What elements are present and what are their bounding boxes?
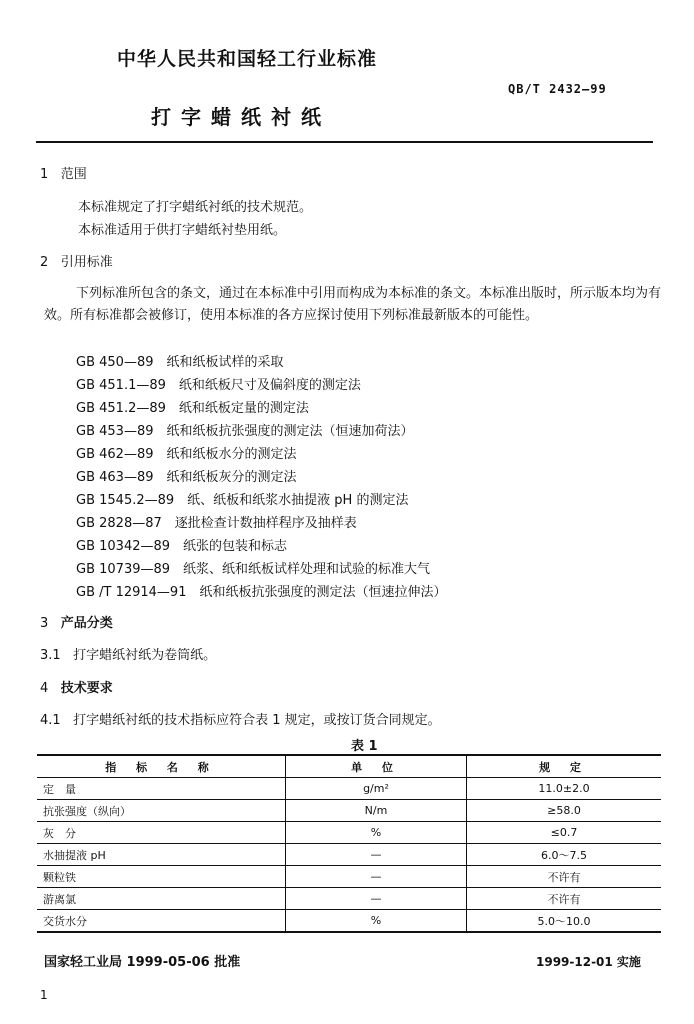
reference-item: GB 10739—89 纸浆、纸和纸板试样处理和试验的标准大气 [76, 562, 431, 577]
table-row [37, 800, 661, 822]
table-row [37, 866, 661, 888]
table-row [37, 910, 661, 933]
metric-spec: ≥58.0 [467, 800, 662, 822]
metric-name: 游离氯 [37, 888, 286, 910]
metric-name: 颗粒铁 [37, 866, 286, 888]
reference-item: GB 451.1—89 纸和纸板尺寸及偏斜度的测定法 [76, 378, 361, 393]
section-3-heading [40, 612, 113, 631]
table-row [37, 822, 661, 844]
metric-unit: % [286, 822, 467, 844]
reference-item: GB 450—89 纸和纸板试样的采取 [76, 355, 284, 370]
section-title: 产品分类 [60, 616, 113, 631]
reference-item: GB 10342—89 纸张的包装和标志 [76, 539, 288, 554]
reference-item: GB 453—89 纸和纸板抗张强度的测定法（恒速加荷法） [76, 424, 414, 439]
metric-spec: 6.0～7.5 [467, 844, 662, 866]
clause-number: 4.1 [40, 713, 61, 728]
reference-item: GB 451.2—89 纸和纸板定量的测定法 [76, 401, 309, 416]
reference-item: GB 1545.2—89 纸、纸板和纸浆水抽提液 pH 的测定法 [76, 493, 409, 508]
metric-spec: 不许有 [467, 888, 662, 910]
reference-item: GB 2828—87 逐批检查计数抽样程序及抽样表 [76, 516, 357, 531]
section-title: 引用标准 [60, 255, 113, 270]
section-number: 3 [40, 616, 49, 631]
section-title: 范围 [60, 167, 87, 182]
table-caption: 表 1 [351, 739, 378, 754]
header-cell: 指 标 名 称 [37, 755, 286, 778]
metric-unit: g/m² [286, 778, 467, 800]
approval-note: 国家轻工业局 1999-05-06 批准 [44, 955, 241, 970]
header-cell: 规 定 [467, 755, 662, 778]
section-4-heading [40, 677, 113, 696]
spec-table [37, 754, 661, 933]
reference-item: GB 463—89 纸和纸板灰分的测定法 [76, 470, 297, 485]
header-rule [36, 141, 653, 143]
standard-code: QB/T 2432—99 [508, 82, 607, 96]
effective-date: 1999-12-01 实施 [536, 955, 641, 969]
metric-unit: N/m [286, 800, 467, 822]
section-number: 2 [40, 255, 49, 270]
clause-text: 打字蜡纸衬纸的技术指标应符合表 1 规定，或按订货合同规定。 [73, 713, 441, 728]
metric-spec: 11.0±2.0 [467, 778, 662, 800]
section-number: 1 [40, 167, 49, 182]
clause-text: 打字蜡纸衬纸为卷筒纸。 [73, 648, 217, 663]
metric-spec: ≤0.7 [467, 822, 662, 844]
reference-item: GB /T 12914—91 纸和纸板抗张强度的测定法（恒速拉伸法） [76, 585, 447, 600]
table-row [37, 888, 661, 910]
metric-name: 定 量 [37, 778, 286, 800]
metric-unit: — [286, 866, 467, 888]
metric-unit: % [286, 910, 467, 933]
metric-unit: — [286, 888, 467, 910]
clause-4-1 [40, 709, 441, 728]
paragraph: 本标准适用于供打字蜡纸衬垫用纸。 [78, 223, 287, 238]
paragraph: 本标准规定了打字蜡纸衬纸的技术规范。 [78, 200, 313, 215]
metric-name: 水抽提液 pH [37, 844, 286, 866]
metric-spec: 5.0～10.0 [467, 910, 662, 933]
paragraph: 下列标准所包含的条文，通过在本标准中引用而构成为本标准的条文。本标准出版时，所示版本均为有效。所有标准都会被修订，使用本标准的各方应探讨使用下列标准最新版本的可能性。 [44, 286, 662, 323]
metric-name: 抗张强度（纵向） [37, 800, 286, 822]
section-2-heading [40, 251, 113, 270]
issuing-body: 中华人民共和国轻工行业标准 [117, 48, 378, 70]
table-header-row [37, 755, 661, 778]
metric-name: 灰 分 [37, 822, 286, 844]
metric-spec: 不许有 [467, 866, 662, 888]
reference-item: GB 462—89 纸和纸板水分的测定法 [76, 447, 297, 462]
clause-number: 3.1 [40, 648, 61, 663]
header-cell: 单 位 [286, 755, 467, 778]
table-row [37, 844, 661, 866]
metric-unit: — [286, 844, 467, 866]
document-title: 打字蜡纸衬纸 [151, 105, 331, 129]
metric-name: 交货水分 [37, 910, 286, 933]
section-number: 4 [40, 681, 49, 696]
section-title: 技术要求 [60, 681, 113, 696]
clause-3-1 [40, 644, 216, 663]
page-number: 1 [40, 988, 48, 1002]
section-1-heading [40, 163, 87, 182]
table-row [37, 778, 661, 800]
